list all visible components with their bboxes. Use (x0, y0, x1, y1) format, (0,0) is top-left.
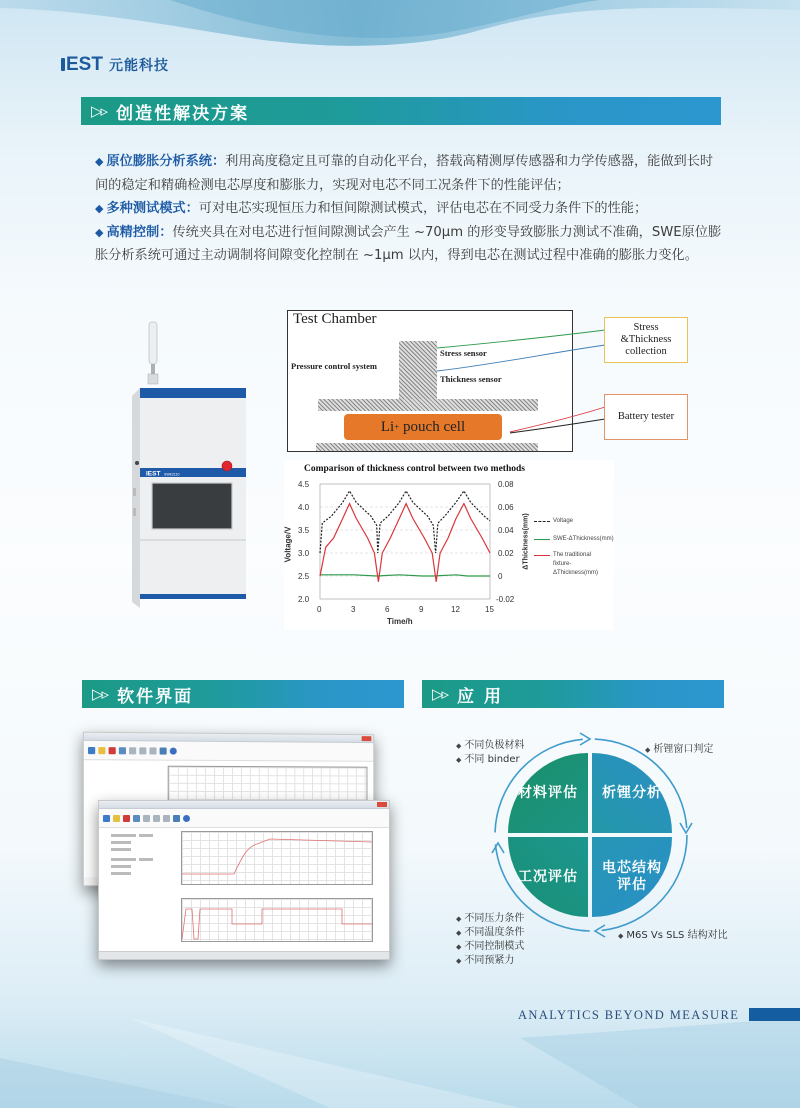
notes-material (456, 739, 524, 767)
legend-label: SWE-ΔThickness(mm) (553, 536, 614, 542)
y2-tick: 0.04 (498, 526, 514, 535)
close-icon (377, 802, 387, 807)
y-tick: 3.5 (298, 526, 310, 535)
sensor-wires (430, 315, 610, 435)
note-item (618, 929, 728, 943)
pressure-control-label: Pressure control system (291, 361, 377, 371)
diamond-bullet-icon: ◆ (95, 225, 104, 239)
feature-item-2 (95, 197, 725, 221)
cell-superscript: + (394, 422, 400, 432)
diamond-bullet-icon: ◆ (456, 957, 462, 965)
logo-bar-icon (61, 58, 65, 71)
tester-label: Battery tester (617, 411, 675, 422)
legend-traditional (534, 551, 610, 578)
chart-title: Comparison of thickness control between two methods (304, 464, 525, 474)
x-tick: 0 (317, 605, 322, 614)
x-axis-label: Time/h (387, 617, 413, 626)
quadrant-label: 析锂分析 (602, 784, 662, 801)
thickness-comparison-chart (284, 460, 614, 630)
x-tick: 15 (485, 605, 494, 614)
svg-text:IEST: IEST (146, 470, 161, 478)
note-text: 不同负极材料 (464, 740, 525, 751)
field-label (111, 841, 131, 844)
note-item (456, 926, 524, 940)
company-name-cn: 元能科技 (108, 58, 169, 74)
double-arrow-icon: ▷▹ (432, 685, 448, 703)
window-toolbar (99, 809, 389, 828)
double-arrow-icon: ▷▹ (92, 685, 108, 703)
y-tick: 2.0 (298, 595, 310, 604)
double-arrow-icon: ▷▹ (91, 102, 107, 120)
diamond-bullet-icon: ◆ (456, 756, 462, 764)
legend-swatch (534, 521, 550, 522)
note-text: M6S Vs SLS 结构对比 (626, 930, 728, 941)
application-cycle-diagram (440, 725, 760, 975)
folder-icon (98, 747, 105, 754)
field-value (139, 834, 153, 837)
note-item (645, 743, 713, 757)
cell-label-suffix: pouch cell (399, 418, 466, 435)
search-icon (160, 747, 167, 754)
chamber-title: Test Chamber (293, 311, 377, 327)
note-item (456, 954, 524, 968)
section-header-software (82, 680, 404, 708)
stress-thickness-collection-box (604, 317, 688, 363)
tagline-accent-bar (749, 1008, 800, 1021)
thickness-sensor-label: Thickness sensor (440, 374, 502, 384)
section-title: 软件界面 (117, 686, 194, 707)
collector-line: &Thickness (620, 334, 672, 345)
software-screenshot-front (98, 800, 390, 960)
section-title: 创造性解决方案 (116, 103, 250, 124)
thickness-plot (181, 831, 373, 885)
tool-icon (139, 747, 146, 754)
section-title: 应 用 (457, 686, 503, 707)
feature-item-3 (95, 221, 725, 268)
stop-icon (123, 815, 130, 822)
feature-item-1 (95, 150, 725, 197)
note-item (456, 753, 524, 767)
tool-icon (133, 815, 140, 822)
diamond-bullet-icon: ◆ (456, 915, 462, 923)
y-tick: 4.0 (298, 503, 310, 512)
field-label (111, 834, 136, 837)
feature-text: 利用高度稳定且可靠的自动化平台，搭载高精测厚传感器和力学传感器，能做到长时间的稳定和精确检测电芯厚度和膨胀力，实现对电芯不同工况条件下的性能评估； (95, 154, 714, 193)
note-text: 不同控制模式 (464, 941, 525, 952)
header-wave-decoration (0, 0, 800, 60)
help-icon (183, 815, 190, 822)
note-item (456, 912, 524, 926)
note-text: 不同预紧力 (464, 955, 515, 966)
y-axis-label: Voltage/V (283, 526, 293, 563)
tool-icon (149, 747, 156, 754)
section-header-solution (81, 97, 721, 125)
notes-plating (645, 743, 713, 757)
legend-swatch (534, 539, 550, 540)
y2-tick: -0.02 (496, 595, 515, 604)
x-tick: 3 (351, 605, 356, 614)
legend-swatch (534, 555, 550, 556)
field-label (111, 872, 131, 875)
window-titlebar (99, 801, 389, 809)
note-text: 不同 binder (464, 754, 520, 765)
feature-text: 传统夹具在对电芯进行恒间隙测试会产生 ~70μm 的形变导致膨胀力测试不准确，SWE原位膨胀分析系统可通过主动调制将间隙变化控制在 ~1μm 以内，得到电芯在测试过程中准确的膨胀力变化。 (95, 224, 722, 263)
quadrant-label-line: 电芯结构 (602, 860, 662, 876)
notes-condition (456, 912, 524, 968)
field-label (111, 858, 136, 861)
close-icon (362, 736, 372, 741)
help-icon (170, 747, 177, 754)
collector-label (621, 322, 672, 358)
arrow-icon (88, 746, 95, 753)
tool-icon (119, 747, 126, 754)
field-value (139, 858, 153, 861)
note-item (456, 940, 524, 954)
svg-text:SWE2110: SWE2110 (164, 472, 180, 477)
y-tick: 4.5 (298, 480, 310, 489)
battery-tester-box (604, 394, 688, 440)
swe-device-image (120, 318, 260, 608)
feature-heading: 原位膨胀分析系统： (106, 154, 226, 169)
field-label (111, 865, 131, 868)
feature-list (95, 150, 725, 268)
x-tick: 6 (385, 605, 390, 614)
window-statusbar (99, 951, 389, 959)
diamond-bullet-icon: ◆ (95, 155, 104, 168)
collector-line: collection (625, 346, 667, 357)
tool-icon (163, 815, 170, 822)
legend-label: The traditional fixture-ΔThickness(mm) (553, 552, 599, 576)
search-icon (173, 815, 180, 822)
diamond-bullet-icon: ◆ (456, 742, 462, 750)
y2-tick: 0.02 (498, 549, 514, 558)
y2-tick: 0 (498, 572, 503, 581)
window-toolbar (84, 741, 373, 762)
y-tick: 3.0 (298, 549, 310, 558)
note-item (456, 739, 524, 753)
legend-voltage (534, 518, 573, 524)
note-text: 不同温度条件 (464, 927, 525, 938)
window-body (99, 828, 389, 951)
note-text: 析锂窗口判定 (653, 744, 714, 755)
tool-icon (143, 815, 150, 822)
lower-plate (316, 443, 538, 451)
stop-icon (109, 747, 116, 754)
arrow-icon (103, 815, 110, 822)
force-plot (181, 898, 373, 942)
diamond-bullet-icon: ◆ (95, 202, 104, 215)
feature-heading: 多种测试模式： (106, 201, 199, 216)
note-text: 不同压力条件 (464, 913, 525, 924)
tagline: ANALYTICS BEYOND MEASURE (518, 1008, 740, 1022)
stress-sensor-label: Stress sensor (440, 348, 487, 358)
chart-plot (284, 460, 614, 630)
field-label (111, 848, 131, 851)
logo-text: EST (66, 54, 103, 75)
feature-heading: 高精控制： (106, 224, 173, 240)
y2-tick: 0.08 (498, 480, 514, 489)
x-tick: 12 (451, 605, 460, 614)
legend-label: Voltage (553, 518, 574, 524)
company-logo (61, 54, 169, 76)
feature-text: 可对电芯实现恒压力和恒间隙测试模式，评估电芯在不同受力条件下的性能； (198, 201, 648, 216)
diamond-bullet-icon: ◆ (456, 943, 462, 951)
quadrant-label: 工况评估 (518, 868, 578, 885)
tool-icon (153, 815, 160, 822)
diamond-bullet-icon: ◆ (645, 746, 651, 754)
y2-axis-label: ΔThickness(mm) (522, 513, 530, 570)
diamond-bullet-icon: ◆ (618, 932, 624, 940)
folder-icon (113, 815, 120, 822)
quadrant-label-line: 评估 (617, 877, 647, 893)
logo-wordmark (61, 54, 103, 76)
x-tick: 9 (419, 605, 424, 614)
collector-line: Stress (633, 322, 659, 333)
legend-swe (534, 536, 614, 542)
tool-icon (129, 747, 136, 754)
quadrant-label: 材料评估 (518, 784, 578, 801)
cell-label: Li (380, 418, 395, 435)
quadrant-label (602, 860, 662, 894)
y-tick: 2.5 (298, 572, 310, 581)
diamond-bullet-icon: ◆ (456, 929, 462, 937)
section-header-application (422, 680, 724, 708)
notes-structure (618, 929, 728, 943)
y2-tick: 0.06 (498, 503, 514, 512)
